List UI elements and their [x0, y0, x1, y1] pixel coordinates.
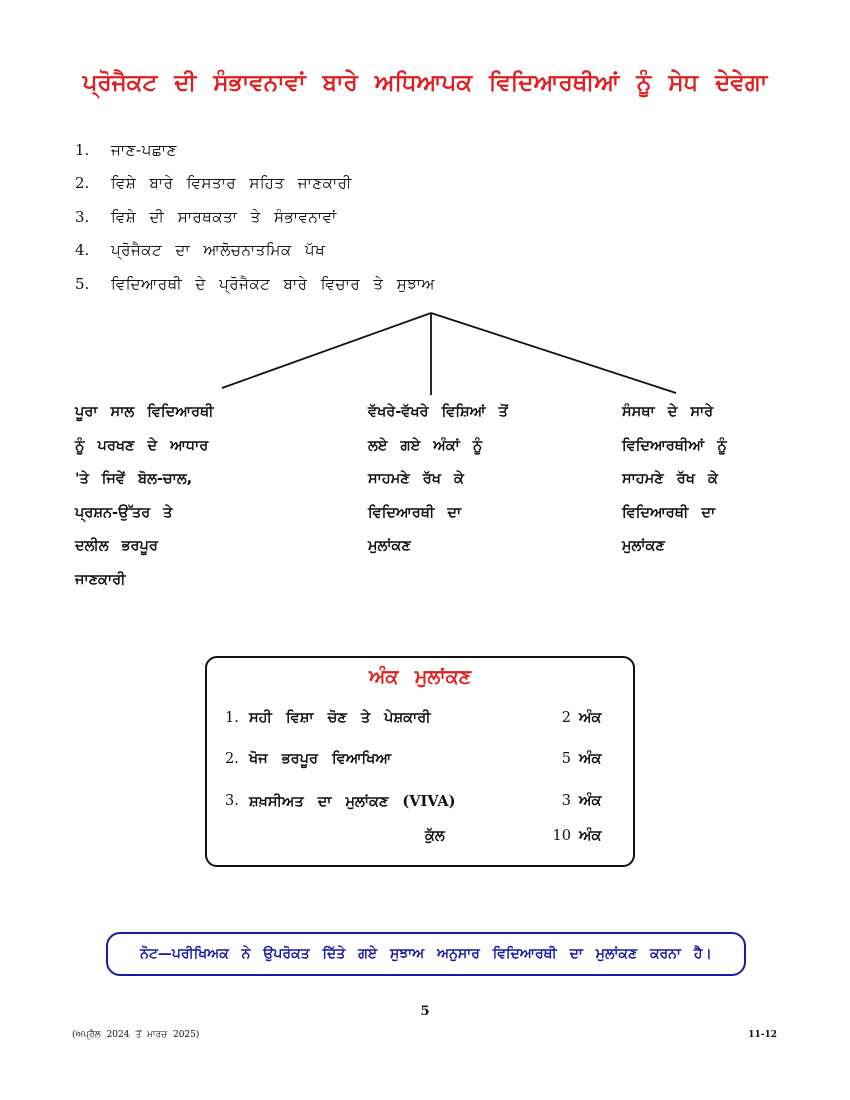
examiner-note [106, 932, 746, 976]
evaluation-column-right [622, 398, 727, 566]
marks-row [207, 710, 633, 736]
marks-row-number: 2. [225, 751, 239, 767]
footer-session: (ਅਪ੍ਰੈਲ 2024 ਤੋਂ ਮਾਰਚ 2025) [72, 1030, 200, 1040]
list-item-text: ਜਾਣ-ਪਛਾਣ [111, 140, 177, 159]
marks-row-number: 3. [225, 793, 239, 809]
branch-line-right [431, 313, 676, 393]
column-line: ਮੁਲਾਂਕਣ [368, 538, 411, 554]
column-line: ਵਿਦਿਆਰਥੀ ਦਾ [622, 504, 716, 521]
evaluation-column-left [75, 398, 214, 599]
marks-row-label: ਸਹੀ ਵਿਸ਼ਾ ਚੋਣ ਤੇ ਪੇਸ਼ਕਾਰੀ [249, 710, 431, 726]
list-item-text: ਵਿਸ਼ੇ ਬਾਰੇ ਵਿਸਤਾਰ ਸਹਿਤ ਜਾਣਕਾਰੀ [111, 174, 352, 193]
column-line: ਵਿਦਿਆਰਥੀ ਦਾ [368, 504, 462, 521]
marks-row-value: 5 [561, 751, 571, 767]
marks-total-unit: ਅੰਕ [579, 828, 602, 844]
marks-row-value: 2 [561, 710, 571, 726]
footer-class: 11-12 [748, 1030, 777, 1040]
marks-row-label-extra: (VIVA) [402, 793, 456, 810]
marks-row [207, 793, 633, 819]
marks-row-number: 1. [225, 710, 239, 726]
column-line: ਸੰਸਥਾ ਦੇ ਸਾਰੇ [622, 404, 714, 420]
column-line: ਪੂਰਾ ਸਾਲ ਵਿਦਿਆਰਥੀ [75, 404, 214, 420]
column-line: ਜਾਣਕਾਰੀ [75, 571, 126, 588]
column-line: ਪ੍ਰਸ਼ਨ-ਉੱਤਰ ਤੇ [75, 504, 173, 521]
marks-row-value: 3 [561, 793, 571, 809]
branch-line-left [222, 313, 431, 388]
list-item-number: 4. [75, 241, 90, 260]
marks-evaluation-box [205, 656, 635, 867]
list-item-number: 1. [75, 140, 90, 159]
marks-row-unit: ਅੰਕ [579, 710, 602, 726]
marks-row-unit: ਅੰਕ [579, 793, 602, 809]
list-item-text: ਵਿਦਿਆਰਥੀ ਦੇ ਪ੍ਰੋਜੈਕਟ ਬਾਰੇ ਵਿਚਾਰ ਤੇ ਸੁਝਾਅ [111, 274, 435, 293]
marks-total-row [207, 828, 633, 854]
marks-row-unit: ਅੰਕ [579, 751, 602, 767]
marks-row [207, 751, 633, 777]
list-item-text: ਵਿਸ਼ੇ ਦੀ ਸਾਰਥਕਤਾ ਤੇ ਸੰਭਾਵਨਾਵਾਂ [111, 207, 337, 226]
page-title: ਪ੍ਰੋਜੈਕਟ ਦੀ ਸੰਭਾਵਨਾਵਾਂ ਬਾਰੇ ਅਧਿਆਪਕ ਵਿਦਿਆਰਥੀਆਂ ਨੂੰ ਸੇਧ ਦੇਵੇਗਾ [82, 70, 768, 96]
examiner-note-text: ਨੋਟ—ਪਰੀਖਿਅਕ ਨੇ ਉਪਰੋਕਤ ਦਿੱਤੇ ਗਏ ਸੁਝਾਅ ਅਨੁਸਾਰ ਵਿਦਿਆਰਥੀ ਦਾ ਮੁਲਾਂਕਣ ਕਰਨਾ ਹੈ। [140, 946, 712, 962]
marks-row-label: ਸ਼ਖ਼ਸੀਅਤ ਦਾ ਮੁਲਾਂਕਣ [249, 794, 389, 810]
column-line: ਵੱਖਰੇ-ਵੱਖਰੇ ਵਿਸ਼ਿਆਂ ਤੋਂ [368, 404, 508, 420]
column-line: ਮੁਲਾਂਕਣ [622, 538, 665, 554]
list-item-number: 3. [75, 207, 90, 226]
marks-total-value: 10 [552, 828, 571, 844]
evaluation-column-middle [368, 398, 508, 566]
column-line: 'ਤੇ ਜਿਵੇਂ ਬੋਲ-ਚਾਲ, [75, 471, 193, 487]
marks-row-label-group [249, 793, 455, 810]
column-line: ਵਿਦਿਆਰਥੀਆਂ ਨੂੰ [622, 437, 727, 454]
marks-total-label: ਕੁੱਲ [425, 828, 445, 844]
list-item-number: 2. [75, 174, 90, 193]
column-line: ਲਏ ਗਏ ਅੰਕਾਂ ਨੂੰ [368, 437, 483, 454]
marks-box-title: ਅੰਕ ਮੁਲਾਂਕਣ [369, 666, 471, 688]
column-line: ਸਾਹਮਣੇ ਰੱਖ ਕੇ [622, 471, 718, 487]
column-line: ਦਲੀਲ ਭਰਪੂਰ [75, 538, 158, 554]
list-item-number: 5. [75, 274, 90, 293]
list-item-text: ਪ੍ਰੋਜੈਕਟ ਦਾ ਆਲੋਚਨਾਤਮਿਕ ਪੱਖ [111, 241, 326, 260]
page-number: 5 [420, 1004, 430, 1019]
column-line: ਸਾਹਮਣੇ ਰੱਖ ਕੇ [368, 471, 464, 487]
branch-diagram [0, 0, 850, 420]
marks-row-label: ਖੋਜ ਭਰਪੂਰ ਵਿਆਖਿਆ [249, 751, 392, 767]
column-line: ਨੂੰ ਪਰਖਣ ਦੇ ਆਧਾਰ [75, 437, 209, 454]
